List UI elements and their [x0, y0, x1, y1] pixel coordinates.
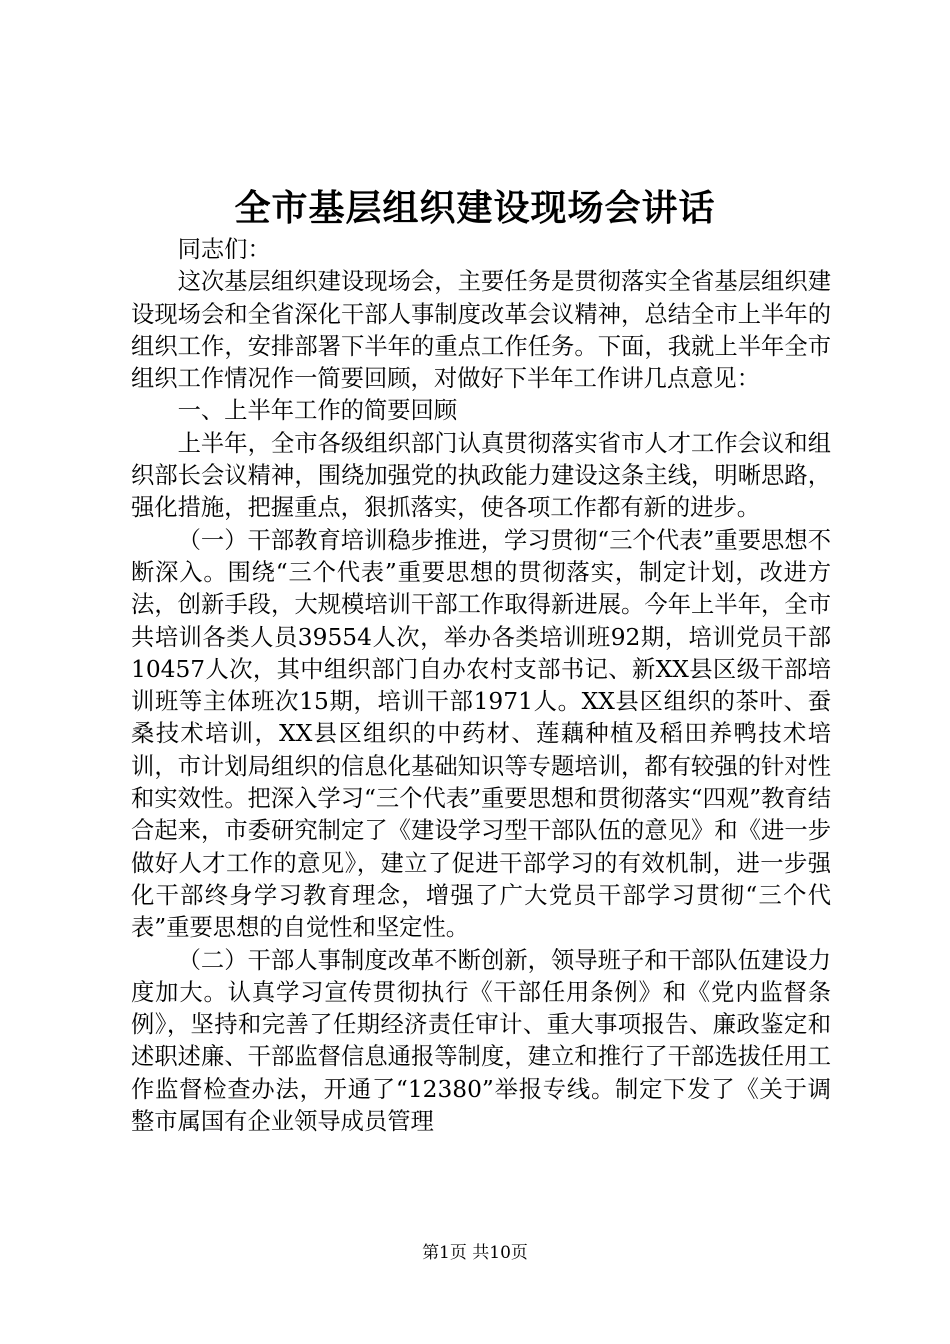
section-heading: 一、上半年工作的简要回顾: [177, 397, 458, 425]
training-paragraph: （一）干部教育培训稳步推进，学习贯彻“三个代表”重要思想不断深入。围绕“三个代表”重要思想的贯彻落实，制定计划，改进方法，创新手段，大规模培训干部工作取得新进展。今年上半年，全市共培训各类人员39554人次，举办各类培训班92期，培训党员干部10457人次，其中组织部门自办农村支部书记、新XX县区级干部培训班等主体班次15期，培训干部1971人。XX县区组织的茶叶、蚕桑技术培训，XX县区组织的中药材、莲藕种植及稻田养鸭技术培训，市计划局组织的信息化基础知识等专题培训，都有较强的针对性和实效性。把深入学习“三个代表”重要思想和贯彻落实“四观”教育结合起来，市委研究制定了《建设学习型干部队伍的意见》和《进一步做好人才工作的意见》，建立了促进干部学习的有效机制，进一步强化干部终身学习教育理念，增强了广大党员干部学习贯彻“三个代表”重要思想的自觉性和坚定性。: [131, 526, 831, 942]
reform-paragraph: （二）干部人事制度改革不断创新，领导班子和干部队伍建设力度加大。认真学习宣传贯彻执行《干部任用条例》和《党内监督条例》，坚持和完善了任期经济责任审计、重大事项报告、廉政鉴定和述职述廉、干部监督信息通报等制度，建立和推行了干部选拔任用工作监督检查办法，开通了“12380”举报专线。制定下发了《关于调整市属国有企业领导成员管理: [131, 946, 831, 1136]
summary-paragraph: 上半年，全市各级组织部门认真贯彻落实省市人才工作会议和组织部长会议精神，围绕加强党的执政能力建设这条主线，明晰思路，强化措施，把握重点，狠抓落实，使各项工作都有新的进步。: [131, 429, 831, 522]
document-body: [131, 234, 831, 1138]
salutation-paragraph: 同志们：: [177, 236, 271, 263]
page-number-footer: 第1页 共10页: [422, 1243, 528, 1263]
intro-paragraph: 这次基层组织建设现场会，主要任务是贯彻落实全省基层组织建设现场会和全省深化干部人事制度改革会议精神，总结全市上半年的组织工作，安排部署下半年的重点工作任务。下面，我就上半年全市组织工作情况作一简要回顾，对做好下半年工作讲几点意见：: [131, 268, 831, 393]
document-title: 全市基层组织建设现场会讲话: [234, 187, 716, 229]
